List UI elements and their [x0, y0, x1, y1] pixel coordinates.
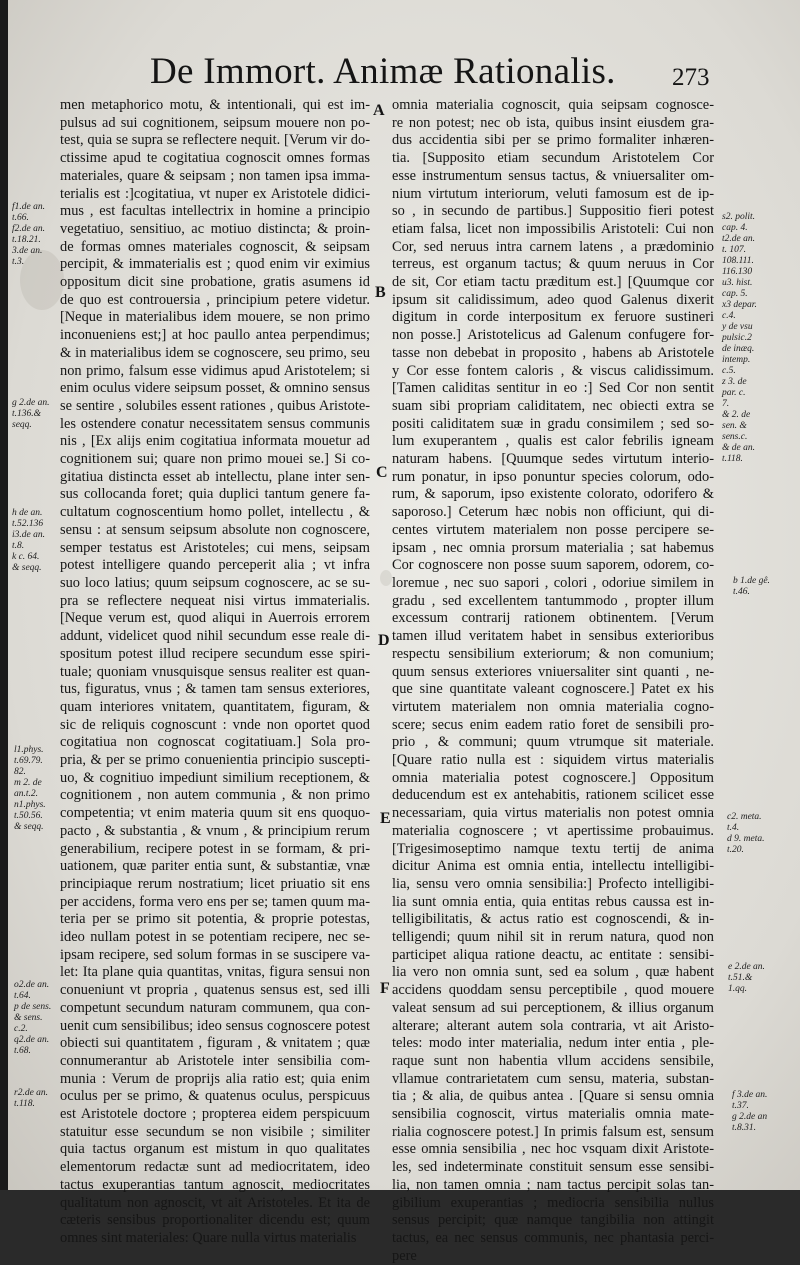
text-line: [Neque verum est, quod aliqui in Auerrois errorem	[60, 610, 370, 627]
text-line: materiales, quare & seipsam ; non tamen ipsa imma-	[60, 167, 370, 184]
text-line: men metaphorico motu, & intentionali, qui est im-	[60, 97, 370, 113]
text-line: omnia materialia potest cognoscere.] Oppositum	[392, 769, 714, 786]
text-line: terialis est :]cogitatiua, vt nuper ex Aristotele didici-	[60, 185, 370, 202]
text-line: positi caliditatem suæ in gradu consimilem ; sed so-	[392, 415, 714, 432]
text-line: terreus, est organum tactus; & quum neruus in Cor	[392, 256, 714, 273]
text-line: test, quia se supra se reflectere nequit. [Verum vir do-	[60, 132, 370, 149]
text-line: sus collocanda foret; quia duplici tantum genere fa-	[60, 486, 370, 503]
text-line: esse instrumentum sensus tactus, & vniuersaliter om-	[392, 167, 714, 184]
text-line: ctissime apud te cogitatiua cognoscit omnes formas	[60, 150, 370, 167]
text-line: percipit, & immaterialis est ; quod enim vir eximius	[60, 256, 370, 273]
text-line: conueniunt vt propria , quatenus sensus est, sed illi	[60, 982, 370, 999]
text-line: principiaque rerum nostratium; licet priuatio sit ens	[60, 875, 370, 892]
page-number: 273	[672, 64, 710, 91]
text-line: uo, & cognitiuo impediunt similium receptionem, &	[60, 769, 370, 786]
text-line: lia, non tamen omnia ; nam tactus percipit solas tan-	[392, 1176, 714, 1193]
margin-note-left: f1.de an. t.66. f2.de an. t.18.21. 3.de an. t.3.	[12, 202, 45, 267]
text-line: de formas omnes materiales cognoscit, & seipsam	[60, 238, 370, 255]
text-line: prio , & communi; quum vtrumque sit materiale.	[392, 734, 714, 751]
text-line: etiam falsa, licet non impossibilis Aristoteli: Cui non	[392, 220, 714, 237]
text-line: esse omnia sensibilia , nec hoc vsquam dixit Aristote-	[392, 1141, 714, 1158]
text-line: gitatiua distincta esset ab intellectu, plane inter sen-	[60, 468, 370, 485]
text-line: pacto , & substantia , & vnum , & principium rerum	[60, 822, 370, 839]
text-line: teria per se primo sit potentia, & proprie potestas,	[60, 911, 370, 928]
text-line: est Aristotele doctore ; propterea eidem perspicuum	[60, 1106, 370, 1123]
text-line: lia, sensu vero omnia sensibilia:] Profecto intelligibi-	[392, 875, 714, 892]
text-line: inconueniens est;] at hoc paullo antea perpendimus;	[60, 327, 370, 344]
text-line: deducendum est ex antehabitis, rationem scilicet esse	[392, 787, 714, 804]
text-line: ipsam , nec omnia prorsum materialia ; sat habemus	[392, 539, 714, 556]
text-line: valeat sensum ad sui perceptionem, & illius organum	[392, 999, 714, 1016]
text-line: pulsus ad sui cognitionem, seipsum mouere non po-	[60, 114, 370, 131]
section-marker-c: C	[376, 464, 388, 481]
text-line: Cor cognoscere non posse suum saporem, odorem, co-	[392, 557, 714, 574]
text-line: [Tamen caliditas sentitur in eo :] Sed Cor non sentit	[392, 380, 714, 397]
text-line: competunt secundum naturam communem, qua con-	[60, 999, 370, 1016]
text-line: omnes sint materiales: Quare nulla virtus materialis	[60, 1230, 357, 1246]
text-line: let: Ita plane quia quantitas, vnitas, figura sensui non	[60, 964, 370, 981]
text-line: potest intelligere quando perceperit alia ; vt infra	[60, 557, 370, 574]
left-text-column	[60, 97, 370, 1248]
section-marker-e: E	[380, 810, 391, 827]
section-marker-f: F	[380, 980, 390, 997]
text-line: les, sed indeterminate constituit sensum esse sensibi-	[392, 1159, 714, 1176]
text-line: de quo est controuersia , principium petere videtur.	[60, 291, 370, 308]
text-line: saporoso.] Ceterum hæc nobis non officiunt, qui di-	[392, 504, 714, 521]
text-line: sensu : at sensum seipsum absolute non cognoscere,	[60, 521, 370, 538]
text-line: centes virtutem materialem non posse percipere se-	[392, 521, 714, 538]
text-line: quum sensus exteriores vniuersaliter sint quanti , ne-	[392, 663, 714, 680]
text-line: [Trigesimoseptimo namque textu tertij de anima	[392, 840, 714, 857]
text-line: raque sunt non habentia vllum accidens sensibile,	[392, 1052, 714, 1069]
margin-note-right: b 1.de gê. t.46.	[733, 576, 770, 597]
text-line: elementorum redactæ sunt ad mediocritatem, ideo	[60, 1159, 370, 1176]
text-line: qualitatum non agnoscit, vt ait Aristoteles. Et ita de	[60, 1194, 370, 1211]
text-line: rum ponatur, in ipso ponuntur species colorum, odo-	[392, 468, 714, 485]
text-line: suam sibi propriam caliditatem, nec obiecti extra se	[392, 397, 714, 414]
text-line: pere	[392, 1247, 417, 1264]
text-line: que sine quantitate valeant cognoscere.] Patet ex his	[392, 681, 714, 698]
text-line: obiecti sui quantitatem , figuram , & vnitatem ; quæ	[60, 1035, 370, 1052]
text-line: lia vero non omnia sunt, sed ea solum , quæ habent	[392, 964, 714, 981]
margin-note-right: s2. polit. cap. 4. t2.de an. t. 107. 108.111. 116.130 u3. hist. cap. 5. x3 depar. c.4. y de vsu pulsic.2 de inæq. intemp. c.5. z 3. de par. c. 7. & 2. de sen. & sens.c. & de an. t.118.	[722, 212, 757, 464]
text-line: oculus per se primo, & quatenus oculus, perspicuus	[60, 1088, 370, 1105]
text-line: materialia cognoscere ; vt apertissime probauimus.	[392, 822, 714, 839]
text-line: naturam habens. [Quumque sedes virtutum interio-	[392, 451, 714, 468]
text-line: & in materialibus idem se cognoscere, seu primo, seu	[60, 344, 370, 361]
text-line: loremue , nec suo sapori , colori , odoriue similem in	[392, 574, 714, 591]
text-line: lum exuperantem , qualis est calor febrilis igneam	[392, 433, 714, 450]
text-line: respectu sensibilium exteriorum; & non comunium;	[392, 645, 714, 662]
text-line: semper testatus est Aristoteles; cui mens, seipsam	[60, 539, 370, 556]
text-line: ipsum sit calidissimum, adeo quod Galenus dixerit	[392, 291, 714, 308]
right-text-column	[392, 97, 714, 1265]
text-line: cognitionem , non autem communia , & non primo	[60, 787, 370, 804]
text-line: omnia materialia cognoscit, quia seipsam cognosce-	[392, 97, 714, 113]
running-head-title: De Immort. Animæ Rationalis.	[150, 51, 616, 92]
text-line: so , in secundo de partibus.] Suppositio fieri potest	[392, 203, 714, 220]
text-line: spositum potest illud recipere secundum esse spiri-	[60, 645, 370, 662]
text-line: gibilium exuperantias ; mediocria sensibilia nullus	[392, 1194, 714, 1211]
margin-note-left: o2.de an. t.64. p de sens. & sens. c.2. q2.de an. t.68.	[14, 980, 52, 1056]
text-line: non posse.] Aristotelicus ad Galenum confugere for-	[392, 327, 714, 344]
text-line: y Cor esse fontem caloris , & viscus calidissimum.	[392, 362, 714, 379]
margin-note-right: c2. meta. t.4. d 9. meta. t.20.	[727, 812, 765, 855]
text-line: suo loco latius; quum seipsum cognoscere, ac se su-	[60, 574, 370, 591]
text-line: [Neque in materialibus idem mouere, se non primo	[60, 309, 370, 326]
text-line: tuale; quoniam vnusquisque sensus realiter est quan-	[60, 663, 370, 680]
text-line: lia sunt omnia entia, quia entitas rebus caussa est in-	[392, 893, 714, 910]
text-line: uenit cum sensibilibus; ideo sensus cognoscere potest	[60, 1017, 370, 1034]
text-line: tia. [Supposito etiam secundum Aristotelem Cor	[392, 150, 714, 167]
margin-note-left: h de an. t.52.136 i3.de an. t.8. k c. 64. & seqq.	[12, 508, 45, 573]
text-line: cognitionem sui; quare non primo mouei se.] Si co-	[60, 451, 370, 468]
page-gutter-shadow	[0, 0, 8, 1190]
text-line: participet aliqua ratione deactu, ac entitate : sensibi-	[392, 946, 714, 963]
text-line: competentia; vt enim materia quum sit ens quoquo-	[60, 805, 370, 822]
text-line: scere; secus enim eadem ratio foret de sensibili pro-	[392, 716, 714, 733]
text-line: tamen illud veritatem habet in sensibus exterioribus	[392, 628, 714, 645]
text-line: tus, figuratus, vnus ; & tamen tam sensus exteriores,	[60, 681, 370, 698]
margin-note-left: g 2.de an. t.136.& seqq.	[12, 398, 50, 430]
text-line: pra se reflectere nequeat nisi virtus immaterialis.	[60, 592, 370, 609]
text-line: cogitatiua non cognoscat cogitatiuam.] Sola pro-	[60, 734, 370, 751]
text-line: virtutem materialem non omnia materialia cogno-	[392, 698, 714, 715]
margin-note-right: e 2.de an. t.51.& 1.qq.	[728, 962, 765, 994]
text-line: munia : Verum de proprijs alia ratio est; quia enim	[60, 1070, 370, 1087]
text-line: uationem, quæ pariter entia sunt, & substantiæ, vnæ	[60, 858, 370, 875]
text-line: quam interiores vnitatem, quantitatem, figuram, &	[60, 698, 370, 715]
text-line: ipsam recipere, sed solum formas in se suscipere va-	[60, 946, 370, 963]
text-line: enim oculus videre seipsum posset, & omnino sensus	[60, 380, 370, 397]
text-line: tactus exuperantias tantum agnoscit, mediocritates	[60, 1176, 370, 1193]
text-line: teles: modo inter materialia, nedum inter entia , ple-	[392, 1035, 714, 1052]
text-line: [Quare ratio nulla est : siquidem virtus materialis	[392, 752, 714, 769]
text-line: vegetatiuo, sensitiuo, ac motiuo distincta; & proin-	[60, 220, 370, 237]
text-line: vllamue contrarietatem cum sensu, materia, substan-	[392, 1070, 714, 1087]
text-line: sic de reliquis cognoscunt : vnde non oportet quod	[60, 716, 370, 733]
text-line: accidens quoddam sensu perceptibile , quod mouere	[392, 982, 714, 999]
margin-note-right: f 3.de an. t.37. g 2.de an t.8.31.	[732, 1090, 768, 1133]
text-line: tia ; & alia, de quibus antea . [Quare si sensu omnia	[392, 1088, 714, 1105]
text-line: rialia cognoscere potest.] In primis falsum est, sensum	[392, 1123, 714, 1140]
text-line: gradu , sed excellentem tantummodo , propter illum	[392, 592, 714, 609]
paper-stain	[380, 570, 392, 586]
text-line: digitum in corde interpositum ex feruore sustineri	[392, 309, 714, 326]
text-line: sensibilia cognoscit, virtus materialis omnia mate-	[392, 1106, 714, 1123]
text-line: oppositum dicit sine probatione, gratis asumens id	[60, 274, 370, 291]
text-line: per accidens, forma vero ens per se; tamen quum ma-	[60, 893, 370, 910]
text-line: sensus percipit; quæ namque tangibilia non attingit	[392, 1212, 714, 1229]
text-line: excessum contrarij rationem obtinentem. [Verum	[392, 610, 714, 627]
text-line: se sentire , solubiles essent rationes , quibus Aristote-	[60, 397, 370, 414]
text-line: pria, & per se primo conuenientia principio suscepti-	[60, 752, 370, 769]
text-line: nium virtutum interiorum, veluti famosum est de ip-	[392, 185, 714, 202]
text-line: re non potest; nec ob ista, quibus insint eiusdem gra-	[392, 114, 714, 131]
section-marker-b: B	[375, 284, 386, 301]
text-line: mus , est facultas intellectrix in homine a principio	[60, 203, 370, 220]
text-line: telligibilitatis, & actus ratio est cognoscendi, & in-	[392, 911, 714, 928]
text-line: tasse non debebat in proposito , habens ab Aristotele	[392, 344, 714, 361]
text-line: generabilium, recipere potest in se formam, & pri-	[60, 840, 370, 857]
text-line: de sit, Cor etiam tactu præditum est.] [Quumque cor	[392, 274, 714, 291]
text-line: telligendi; quum nihil sit in rerum natura, quod non	[392, 929, 714, 946]
text-line: addunt, videlicet quod nihil secundum esse reale di-	[60, 628, 370, 645]
text-line: dicitur Anima est omnia entia, intellectu intelligibi-	[392, 858, 714, 875]
text-line: cultatum cognoscentium homo pollet, intellectu , &	[60, 504, 370, 521]
margin-note-left: r2.de an. t.118.	[14, 1088, 49, 1109]
text-line: ideo nullam potest in se potentiam recipere, nec se-	[60, 929, 370, 946]
text-line: les ostendere conatur necessitatem sensus communis	[60, 415, 370, 432]
text-line: nis , [Ex alijs enim cogitatiua informata mouetur ad	[60, 433, 370, 450]
text-line: dus accidentia sibi per se primo formaliter inhæren-	[392, 132, 714, 149]
text-line: rum, & saporum, ipso existente colorato, odorifero &	[392, 486, 714, 503]
text-line: Cor, sed neruus intra carnem latens , a prædominio	[392, 238, 714, 255]
text-line: tactus, ea nec sensus communis, nec phantasia perci-	[392, 1230, 714, 1246]
section-marker-d: D	[378, 632, 390, 649]
text-line: connumerantur ab Aristotele inter sensibilia com-	[60, 1052, 370, 1069]
text-line: alterare; alterant autem sola contraria, vt ait Aristo-	[392, 1017, 714, 1034]
text-line: quia tactus organum est mistum in quo qualitates	[60, 1141, 370, 1158]
text-line: non primo, falsum esse vidimus apud Aristotelem; si	[60, 362, 370, 379]
text-line: cæteris sensibus proportionaliter dicendu est; quum	[60, 1212, 370, 1229]
text-line: necessariam, quia virtus materialis non potest omnia	[392, 805, 714, 822]
section-marker-a: A	[373, 102, 385, 119]
text-line: statuitur esse secundum se non visibile ; similiter	[60, 1123, 370, 1140]
margin-note-left: l1.phys. t.69.79. 82. m 2. de an.t.2. n1.phys. t.50.56. & seqq.	[14, 745, 46, 832]
